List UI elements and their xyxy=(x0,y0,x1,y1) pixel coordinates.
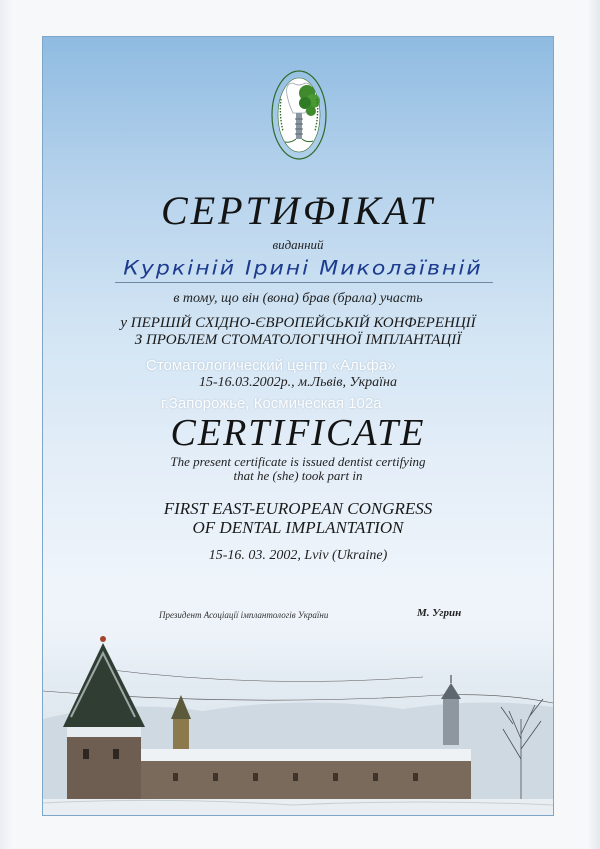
conference-name-ukrainian xyxy=(43,315,553,349)
recipient-name-handwritten: Куркіній Ірині Миколаївній xyxy=(123,257,483,280)
clinic-watermark-address: г.Запорожье, Космическая 102а xyxy=(161,395,382,412)
congress-name-english xyxy=(43,499,553,537)
dental-implant-tree-logo-icon xyxy=(269,69,329,165)
statement-line: The present certificate is issued dentist certifying xyxy=(170,454,426,469)
name-underline xyxy=(115,282,493,283)
president-title: Президент Асоціації імплантологів України xyxy=(159,610,329,620)
signer-name: М. Угрин xyxy=(417,607,462,619)
statement-line: that he (she) took part in xyxy=(233,468,363,483)
association-logo xyxy=(269,69,329,165)
congress-name-line: FIRST EAST-EUROPEAN CONGRESS xyxy=(163,499,433,518)
lviv-winter-photo xyxy=(43,599,553,815)
clinic-watermark-name: Стоматологический центр «Альфа» xyxy=(146,357,396,374)
certificate-sheet xyxy=(42,36,554,816)
lviv-winter-landscape-photo-icon xyxy=(43,599,553,815)
issued-to-label: виданний xyxy=(272,237,324,252)
certificate-title-english: CERTIFICATE xyxy=(170,412,426,454)
certificate-title-ukrainian: СЕРТИФІКАТ xyxy=(161,188,435,233)
participation-statement-ukrainian: в тому, що він (вона) брав (брала) участь xyxy=(173,291,423,306)
conference-name-line: у ПЕРШІЙ СХІДНО-ЄВРОПЕЙСЬКІЙ КОНФЕРЕНЦІЇ xyxy=(120,315,476,331)
congress-date-english: 15-16. 03. 2002, Lviv (Ukraine) xyxy=(208,548,388,563)
participation-statement-english xyxy=(43,455,553,483)
conference-date-ukrainian: 15-16.03.2002р., м.Львів, Україна xyxy=(199,375,397,390)
conference-name-line: З ПРОБЛЕМ СТОМАТОЛОГІЧНОЇ ІМПЛАНТАЦІЇ xyxy=(134,332,462,348)
congress-name-line: OF DENTAL IMPLANTATION xyxy=(192,518,404,537)
